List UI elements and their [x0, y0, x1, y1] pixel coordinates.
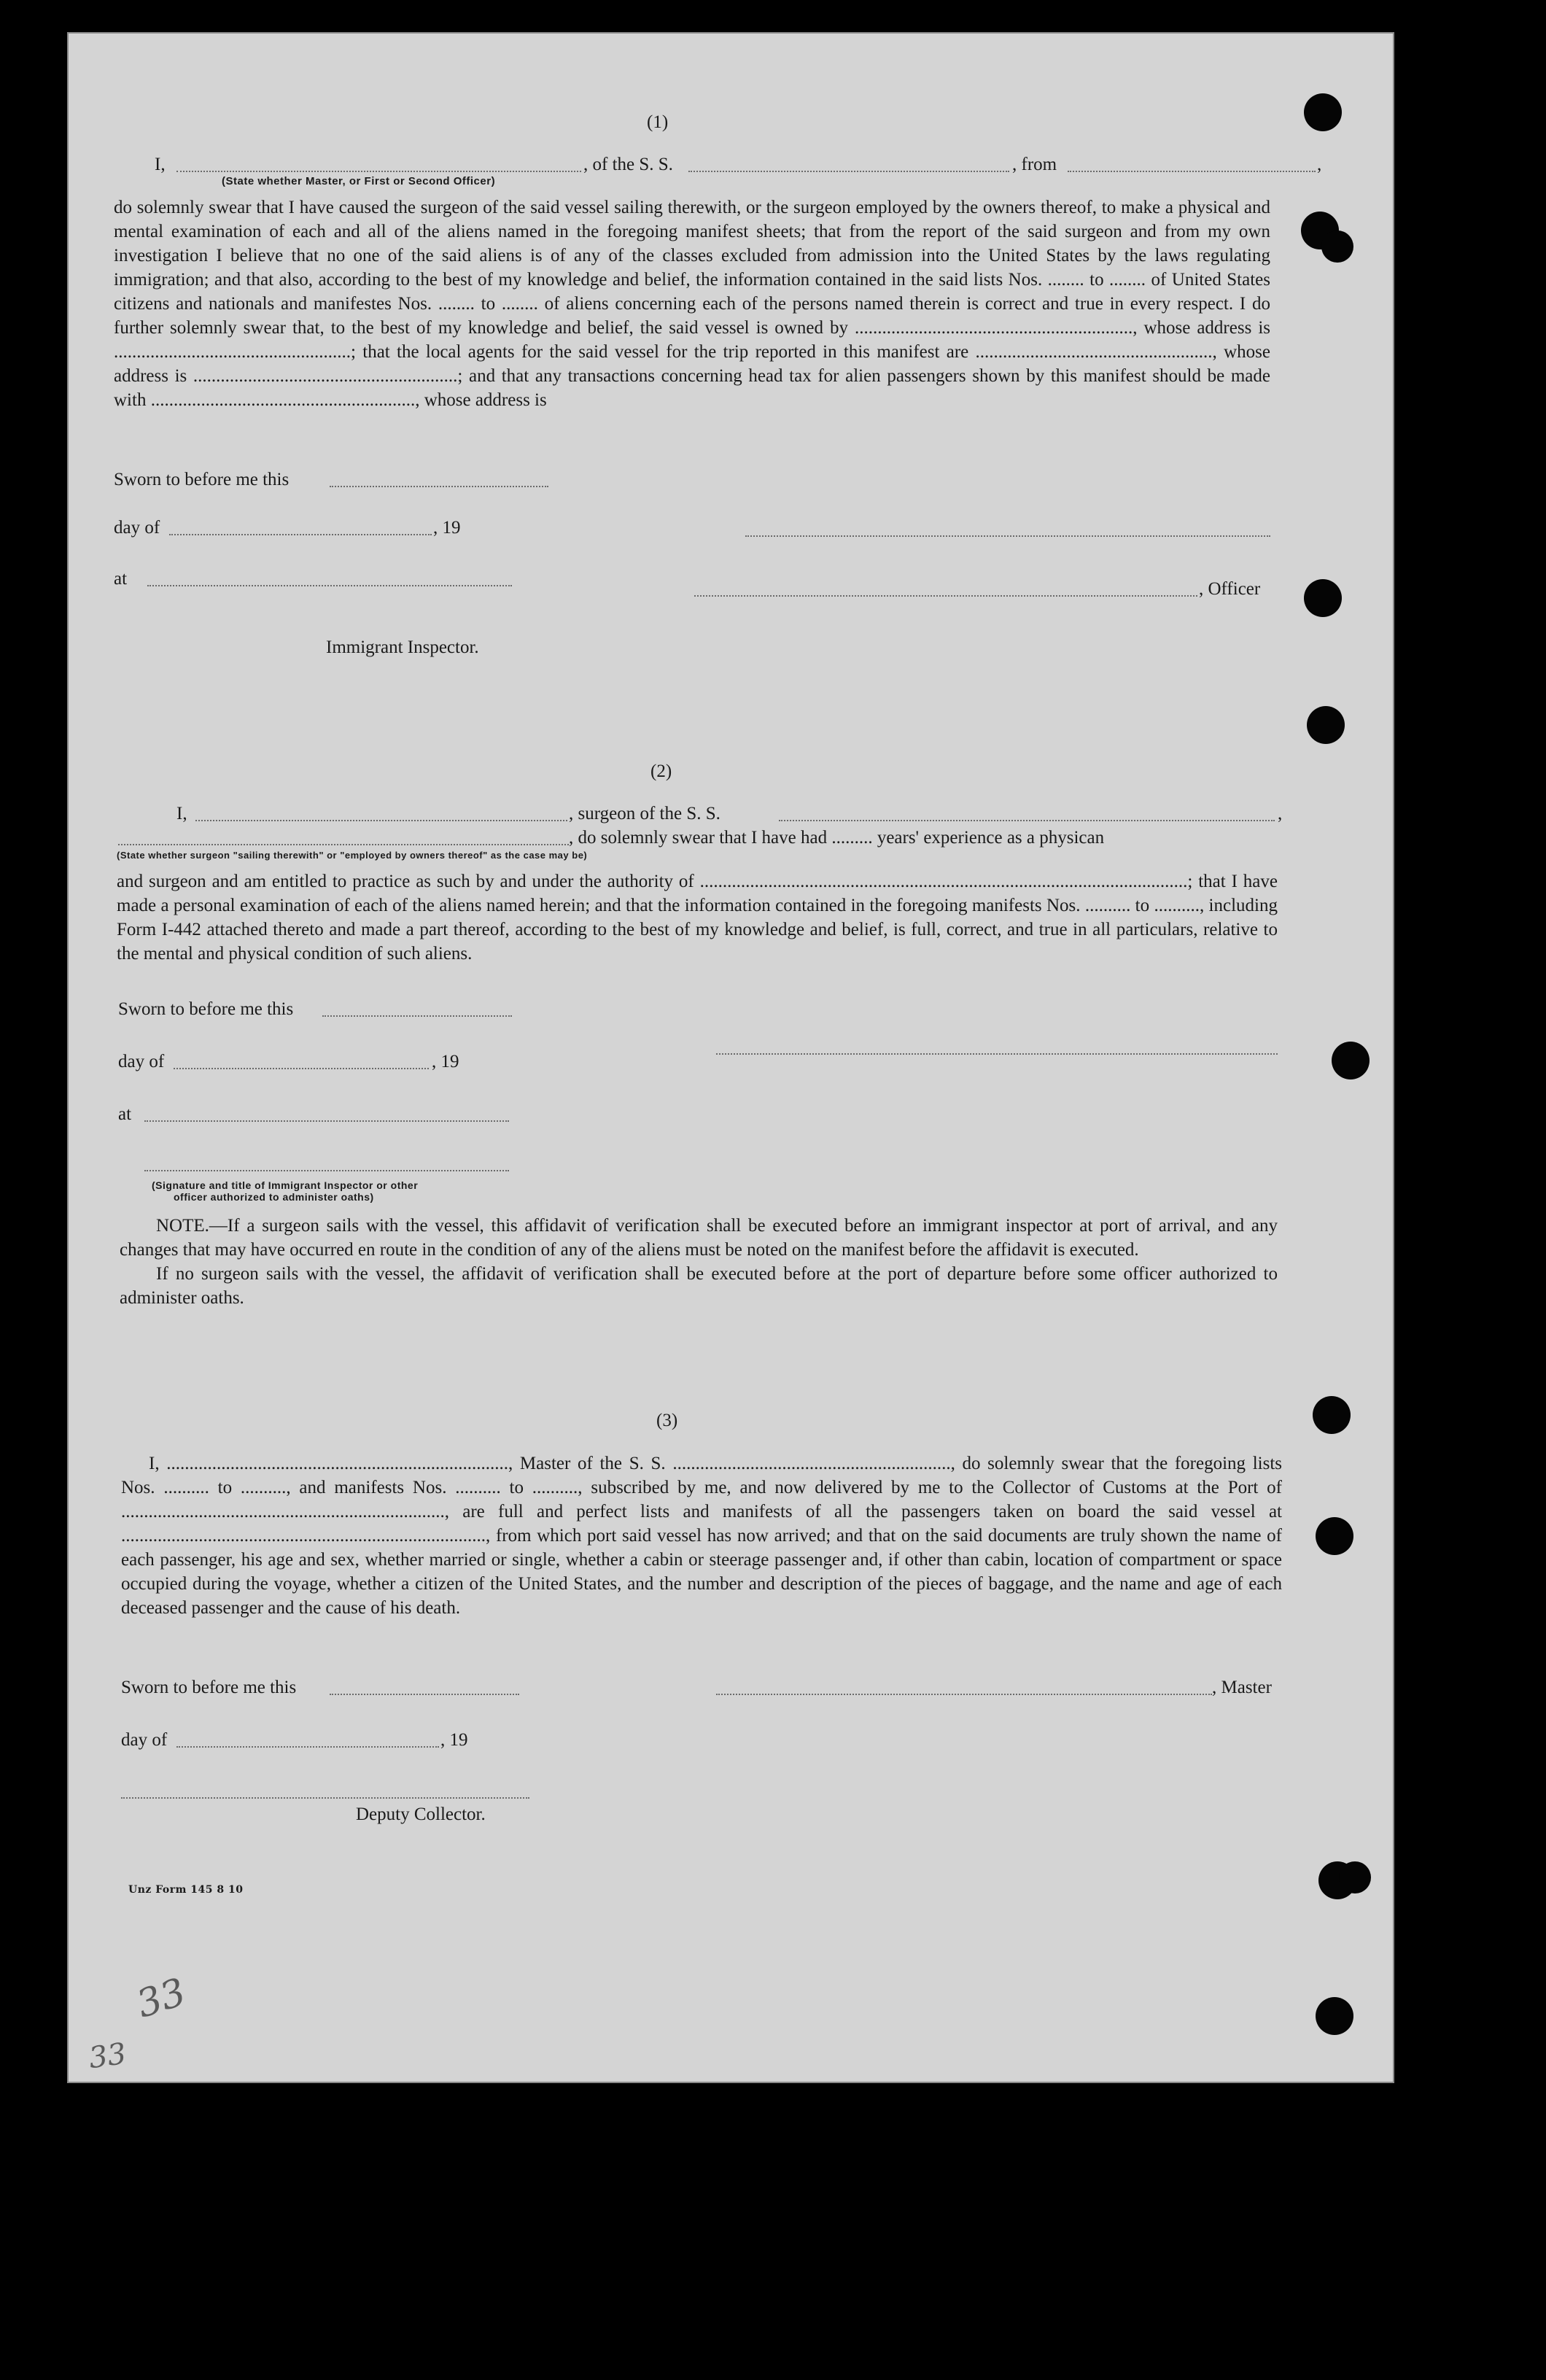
section-2-note: NOTE.—If a surgeon sails with the vessel, this affidavit of verification shall be executed before an immigrant inspector at port of arrival, and any changes that may have occurred en route in the condition of any of the aliens must be noted on the manifest before the affidavit is executed. If no surgeon sails with the vessel, the affidavit of verification shall be executed before at the port of departure before some officer authorized to administer oaths. — [120, 1216, 1278, 1308]
section-2-comma: , — [1278, 804, 1283, 823]
handwritten-number: 33 — [131, 1970, 191, 2027]
blank-line — [169, 534, 432, 535]
section-3-deputy: Deputy Collector. — [356, 1805, 486, 1824]
section-2-i: I, — [176, 804, 187, 823]
section-1-of-ss: , of the S. S. — [583, 155, 673, 174]
section-3-number: (3) — [656, 1411, 678, 1430]
section-1-inspector: Immigrant Inspector. — [326, 637, 479, 657]
blank-line — [174, 1068, 429, 1069]
section-1-day-of: day of — [114, 518, 160, 538]
blank-line — [144, 1170, 509, 1171]
blank-line — [121, 1797, 529, 1799]
punch-hole — [1304, 579, 1342, 617]
section-3-year: , 19 — [440, 1730, 468, 1750]
section-3-day-of: day of — [121, 1730, 168, 1750]
punch-hole — [1307, 706, 1345, 744]
form-id: Unz Form 145 8 10 — [128, 1884, 244, 1896]
blank-line — [330, 486, 548, 487]
section-2-sig-caption-2: officer authorized to administer oaths) — [174, 1191, 374, 1203]
punch-hole — [1313, 1396, 1351, 1434]
section-1-year: , 19 — [433, 518, 461, 538]
handwritten-number: 33 — [87, 2036, 128, 2076]
section-1-i: I, — [155, 155, 166, 174]
section-1-sworn: Sworn to before me this — [114, 470, 290, 489]
blank-line — [1068, 171, 1316, 172]
blank-line — [147, 585, 512, 586]
blank-line — [176, 1746, 439, 1748]
section-1-comma: , — [1317, 155, 1322, 174]
section-2-at: at — [118, 1104, 132, 1124]
blank-line — [688, 171, 1009, 172]
section-1-at: at — [114, 569, 128, 589]
section-2-day-of: day of — [118, 1052, 165, 1071]
blank-line — [176, 171, 581, 172]
section-1-body: do solemnly swear that I have caused the surgeon of the said vessel sailing therewith, or the surgeon employed by the owners thereof, to make a physical and mental examination of each and all of the aliens named in the foregoing manifest sheets; that from the report of the said surgeon and from my own investigation I believe that no one of the said aliens is of any of the classes excluded from admission into the United States by the laws regulating immigration; and that also, according to the best of my knowledge and belief, the information contained in the said lists Nos. ........ to ........ of United States citizens and nationals and manifestes Nos. ........ to ........ of aliens concerning each of the persons named therein is correct and true in every respect. I do further solemnly swear that, to the best of my knowledge and belief, the said vessel is owned by ............................................................., whose address is ....................................................; that the local agents for the said vessel for the trip reported in this manifest are ...................................................., whose address is ..........................................................; and that any transactions concerning head tax for alien passengers shown by this manifest should be made with .........................................................., whose address is — [114, 198, 1270, 410]
section-2-sworn: Sworn to before me this — [118, 999, 294, 1019]
section-2-year: , 19 — [432, 1052, 459, 1071]
section-3-sworn: Sworn to before me this — [121, 1678, 297, 1697]
section-2-caption: (State whether surgeon "sailing therewith" or "employed by owners thereof" as the case may be) — [117, 850, 588, 861]
document-page — [67, 32, 1394, 2083]
punch-hole — [1304, 93, 1342, 131]
section-3-master: , Master — [1212, 1678, 1272, 1697]
section-1-from: , from — [1012, 155, 1057, 174]
blank-line — [322, 1015, 512, 1017]
signature-line — [716, 1694, 1212, 1695]
signature-line — [745, 535, 1270, 537]
blank-line — [118, 844, 569, 845]
section-1-number: (1) — [647, 112, 669, 132]
punch-hole — [1332, 1042, 1370, 1079]
section-2-number: (2) — [650, 761, 672, 781]
blank-line — [330, 1694, 519, 1695]
blank-line — [779, 820, 1275, 821]
section-3-body: I, ..........................................................................., Master of the S. S. ............................................................., do solemnly swear that the foregoing lists Nos. .......... to .........., and manifests Nos. .......... to .........., subscribed by me, and now delivered by me to the Collector of Customs at the Port of ......................................................................., are full and perfect lists and manifests of all the passengers taken on board the said vessel at ................................................................................, from which port said vessel has now arrived; and that on the said documents are truly shown the name of each passenger, his age and sex, whether married or single, whether a cabin or steerage passenger and, if other than cabin, location of compartment or space occupied during the voyage, whether a citizen of the United States, and the number and description of the pieces of baggage, and the name and age of each deceased passenger and the cause of his death. — [121, 1454, 1282, 1618]
section-2-line-2: , do solemnly swear that I have had ......... years' experience as a physican — [569, 828, 1105, 848]
signature-line — [716, 1053, 1278, 1055]
section-2-body: and surgeon and am entitled to practice as such by and under the authority of ...........................................................................................................; that I have made a personal examination of each of the aliens named herein; and that the information contained in the foregoing manifests Nos. .......... to .........., including Form I-442 attached thereto and made a part thereof, according to the best of my knowledge and belief, is full, correct, and true in all particulars, relative to the mental and physical condition of such aliens. — [117, 872, 1278, 964]
section-1-officer: , Officer — [1199, 579, 1261, 599]
punch-hole — [1316, 1997, 1353, 2035]
punch-hole — [1321, 230, 1353, 263]
punch-hole — [1339, 1861, 1371, 1893]
signature-line — [694, 595, 1197, 597]
section-1-caption: (State whether Master, or First or Second Officer) — [222, 175, 496, 187]
blank-line — [195, 820, 567, 821]
section-2-sig-caption-1: (Signature and title of Immigrant Inspector or other — [152, 1179, 419, 1191]
section-2-surgeon: , surgeon of the S. S. — [569, 804, 720, 823]
blank-line — [144, 1120, 509, 1122]
punch-hole — [1316, 1517, 1353, 1555]
